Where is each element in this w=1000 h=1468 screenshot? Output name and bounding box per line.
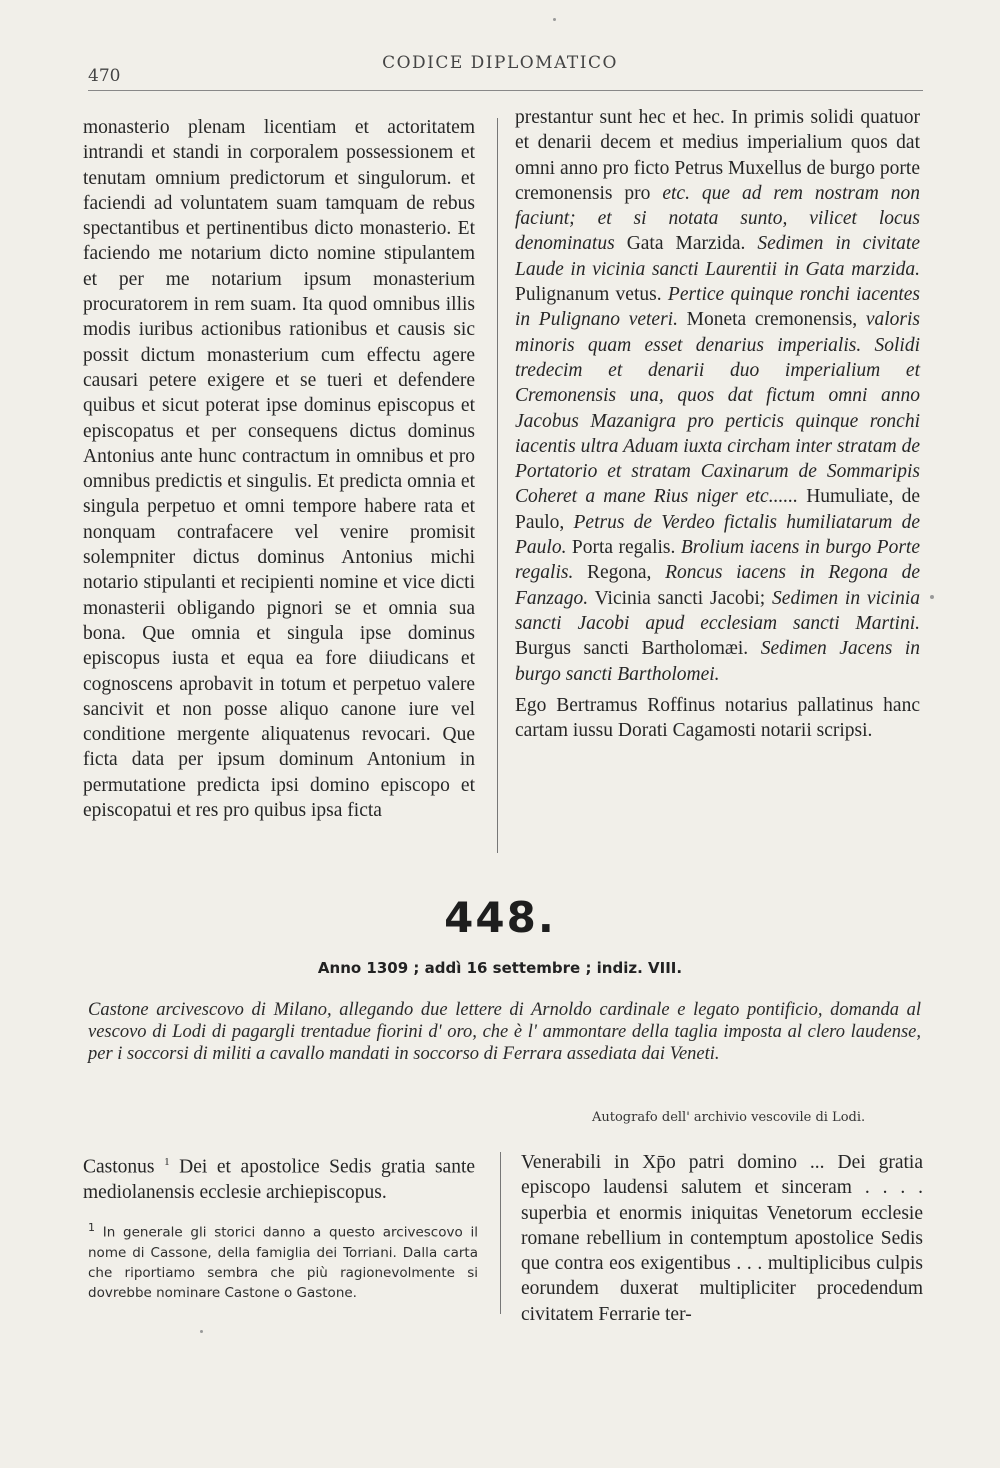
italic-run: Roncus iacens in Regona de Fanzago. bbox=[515, 562, 920, 609]
page-number: 470 bbox=[88, 66, 121, 86]
text-run: Pulignanum vetus. bbox=[515, 284, 662, 306]
italic-run: Sedimen in vicinia sancti Jacobi apud ecclesiam sancti Martini. bbox=[515, 587, 920, 634]
source-note: Autografo dell' archivio vescovile di Lodi. bbox=[592, 1110, 866, 1125]
footnote-reference: 1 bbox=[164, 1156, 170, 1168]
text-run: Dei et apostolice Sedis gratia sante mediolanensis ecclesie archiepiscopus. bbox=[83, 1156, 476, 1203]
text-run: Moneta cremonensis, bbox=[686, 309, 858, 331]
italic-run: Petrus de Verdeo fictalis humiliatarum de Paulo. bbox=[515, 511, 920, 559]
right-column-bottom bbox=[521, 1150, 923, 1327]
left-column-top bbox=[83, 115, 475, 823]
italic-run: valoris minoris quam esset denarius imperialis. Solidi tredecim et denarii duo imperialium et Cremonensis una, quos dat fictum omni anno Jacobus Mazanigra pro perticis quinque ronchi iacentis ultra Aduam iuxta circham inter stratam de Portatorio et stratam Caxinarum de Sommaripis Coheret a mane Rius niger etc...... bbox=[515, 309, 921, 508]
footnote-marker: 1 bbox=[88, 1221, 95, 1234]
right-column-top-text bbox=[515, 105, 920, 687]
document-number: 448. bbox=[444, 893, 556, 942]
italic-run: Sedimen in civitate Laude in vicinia sancti Laurentii in Gata marzida. bbox=[515, 233, 921, 280]
text-run: prestantur sunt hec et hec. In primis solidi quatuor et denarii decem et medius imperialium quos dat omni anno pro ficto Petrus Muxellus de burgo porte cremonensis pro bbox=[515, 107, 920, 204]
column-divider-top bbox=[497, 118, 498, 853]
right-column-bottom-text: Venerabili in Xp̄o patri domino ... Dei gratia episcopo laudensi salutem et sinceram . . . . superbia et enormis iniquitas Venetorum ecclesie romane rebellium in contemptum apostolice Sedis que contra eos exigentibus . . . multiplicibus culpis eorundem duxerat multipliciter procedendum civitatem Ferrarie ter- bbox=[521, 1152, 923, 1325]
text-run: Humuliate, de Paulo, bbox=[515, 486, 920, 533]
left-column-bottom bbox=[83, 1150, 475, 1205]
paper-speck bbox=[553, 18, 556, 21]
running-title: CODICE DIPLOMATICO bbox=[382, 53, 618, 73]
text-run: Gata Marzida. bbox=[626, 233, 746, 255]
footnote bbox=[88, 1218, 478, 1303]
text-run: Porta regalis. bbox=[571, 537, 676, 559]
notary-signature: Ego Bertramus Roffinus notarius pallatinus hanc cartam iussu Dorati Cagamosti notarii scripsi. bbox=[515, 694, 920, 742]
italic-run: etc. que ad rem nostram non faciunt; et si notata sunto, vilicet locus denominatus bbox=[515, 182, 921, 255]
paper-speck bbox=[930, 595, 934, 599]
text-run: Castonus bbox=[83, 1156, 155, 1178]
right-column-top bbox=[515, 105, 920, 743]
left-column-top-text: monasterio plenam licentiam et actoritatem intrandi et standi in corporalem possessionem et tenutam omnium predictorum et singulorum. et faciendi ad voluntatem suam tamquam de rebus spectantibus et pertinentibus dicto monasterio. Et faciendo me notarium dicto nomine stipulantem et per me notarium ipsum monasterium procuratorem in rem suam. Ita quod omnibus illis modis iuribus actionibus rationibus et causis sic possit dictum monasterium cum effectu agere causari petere exigere et se tueri et defendere quibus et sicut poterat ipse dominus episcopus et episcopatus et per consequens dictus dominus Antonius ante hunc contractum in omnibus et pro omnibus predictis et singulis. Et predicta omnia et singula perpetuo et omni tempore habere rata et nonquam contrafacere vel venire promisit solempniter dictus dominus Antonius michi notario stipulanti et recipienti nomine et vice dicti monasterii obligando pignori se et omnia sua bona. Que omnia et singula ipse dominus episcopus iusta et equa ea fore diiudicans et cognoscens aprobavit in totum et perpetuo valere sancivit et non posse aliquo canone iure vel conditione mergente aliquatenus revocari. Que ficta data per ipsum dominum Antonium in permutatione predicta ipsi domino episcopo et episcopatui et res pro quibus ipsa ficta bbox=[83, 117, 475, 822]
footnote-text: In generale gli storici danno a questo arcivescovo il nome di Cassone, della famiglia dei Torriani. Dalla carta che riportiamo sembra che più ragionevolmente si dovrebbe nominare Castone o Gastone. bbox=[88, 1224, 478, 1301]
paper-speck bbox=[200, 1330, 203, 1333]
date-line: Anno 1309 ; addì 16 settembre ; indiz. VIII. bbox=[317, 959, 683, 977]
header-rule bbox=[88, 90, 923, 91]
italic-run: Pertice quinque ronchi iacentes in Pulignano veteri. bbox=[515, 284, 921, 331]
document-summary: Castone arcivescovo di Milano, allegando due lettere di Arnoldo cardinale e legato pontificio, domanda al vescovo di Lodi di pagargli trentadue fiorini d' oro, che è l' ammontare della taglia imposta al clero laudense, per i soccorsi di militi a cavallo mandati in soccorso di Ferrara assediata dai Veneti. bbox=[88, 1000, 921, 1064]
text-run: Burgus sancti Bartholomæi. bbox=[515, 638, 749, 660]
column-divider-bottom bbox=[500, 1152, 501, 1314]
text-run: Vicinia sancti Jacobi; bbox=[594, 587, 766, 609]
left-column-bottom-text bbox=[83, 1150, 475, 1205]
italic-run: Sedimen Jacens in burgo sancti Bartholomei. bbox=[515, 638, 920, 685]
text-run: Regona, bbox=[586, 562, 652, 584]
italic-run: Brolium iacens in burgo Porte regalis. bbox=[515, 537, 921, 584]
